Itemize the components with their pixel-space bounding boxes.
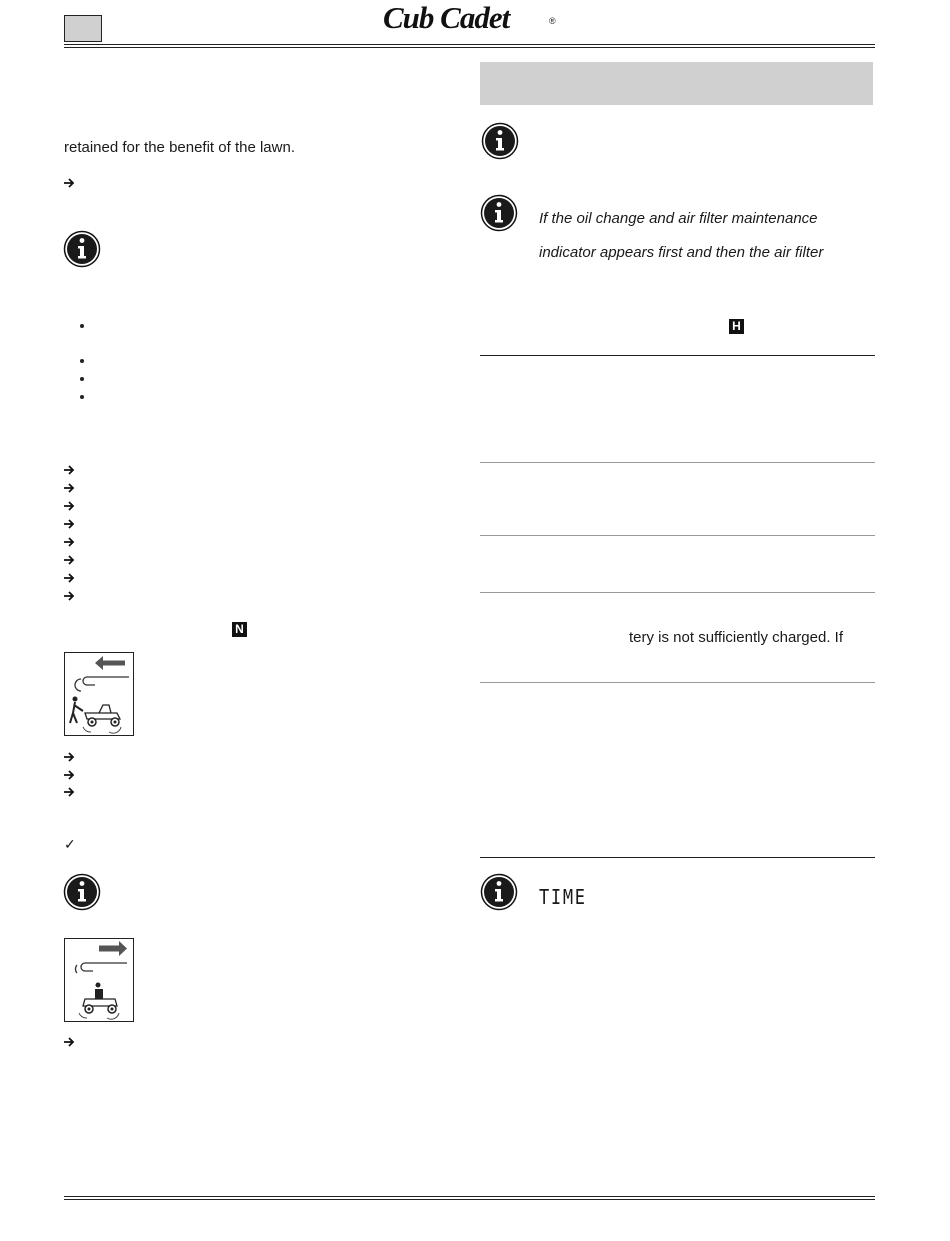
bullet <box>80 377 84 381</box>
footer-rule-bottom <box>64 1199 875 1200</box>
oil-note-line-1: If the oil change and air filter maintenance <box>539 210 818 227</box>
bullet <box>80 324 84 328</box>
key-h-badge: H <box>729 319 744 334</box>
arrow-icon <box>64 518 76 530</box>
arrow-icon <box>64 590 76 602</box>
table-rule <box>480 592 875 593</box>
bullet <box>80 359 84 363</box>
arrow-icon <box>64 500 76 512</box>
table-rule <box>480 462 875 463</box>
table-rule <box>480 535 875 536</box>
arrow-icon <box>64 554 76 566</box>
table-rule <box>480 857 875 858</box>
header-rule-bottom <box>64 47 875 48</box>
header-rule-top <box>64 44 875 45</box>
section-header-bar <box>480 62 873 105</box>
arrow-icon <box>64 786 76 798</box>
arrow-icon <box>64 751 76 763</box>
arrow-icon <box>64 1036 76 1048</box>
arrow-icon <box>64 572 76 584</box>
table-rule <box>480 355 875 356</box>
arrow-icon <box>64 177 76 189</box>
arrow-icon <box>64 769 76 781</box>
info-icon <box>480 194 518 232</box>
drive-pictogram <box>64 938 134 1022</box>
battery-text: tery is not sufficiently charged. If <box>629 629 843 646</box>
info-icon <box>63 230 101 268</box>
check-mark: ✓ <box>64 836 76 852</box>
page-number-box <box>64 15 102 42</box>
push-mower-pictogram <box>64 652 134 736</box>
info-icon <box>63 873 101 911</box>
display-time-readout: TIME <box>539 885 587 909</box>
oil-note-line-2: indicator appears first and then the air filter <box>539 244 824 261</box>
brand-logo <box>383 0 563 34</box>
registered-mark: ® <box>549 16 556 26</box>
lever-push-forward-icon <box>65 939 133 1021</box>
table-rule <box>480 682 875 683</box>
info-icon <box>480 873 518 911</box>
brand-logo-text: Cub Cadet <box>383 0 510 35</box>
bullet <box>80 395 84 399</box>
footer-rule-top <box>64 1196 875 1197</box>
arrow-icon <box>64 464 76 476</box>
lever-pull-back-icon <box>65 653 133 735</box>
arrow-icon <box>64 536 76 548</box>
lawn-text: retained for the benefit of the lawn. <box>64 139 295 156</box>
key-n-badge: N <box>232 622 247 637</box>
info-icon <box>481 122 519 160</box>
arrow-icon <box>64 482 76 494</box>
